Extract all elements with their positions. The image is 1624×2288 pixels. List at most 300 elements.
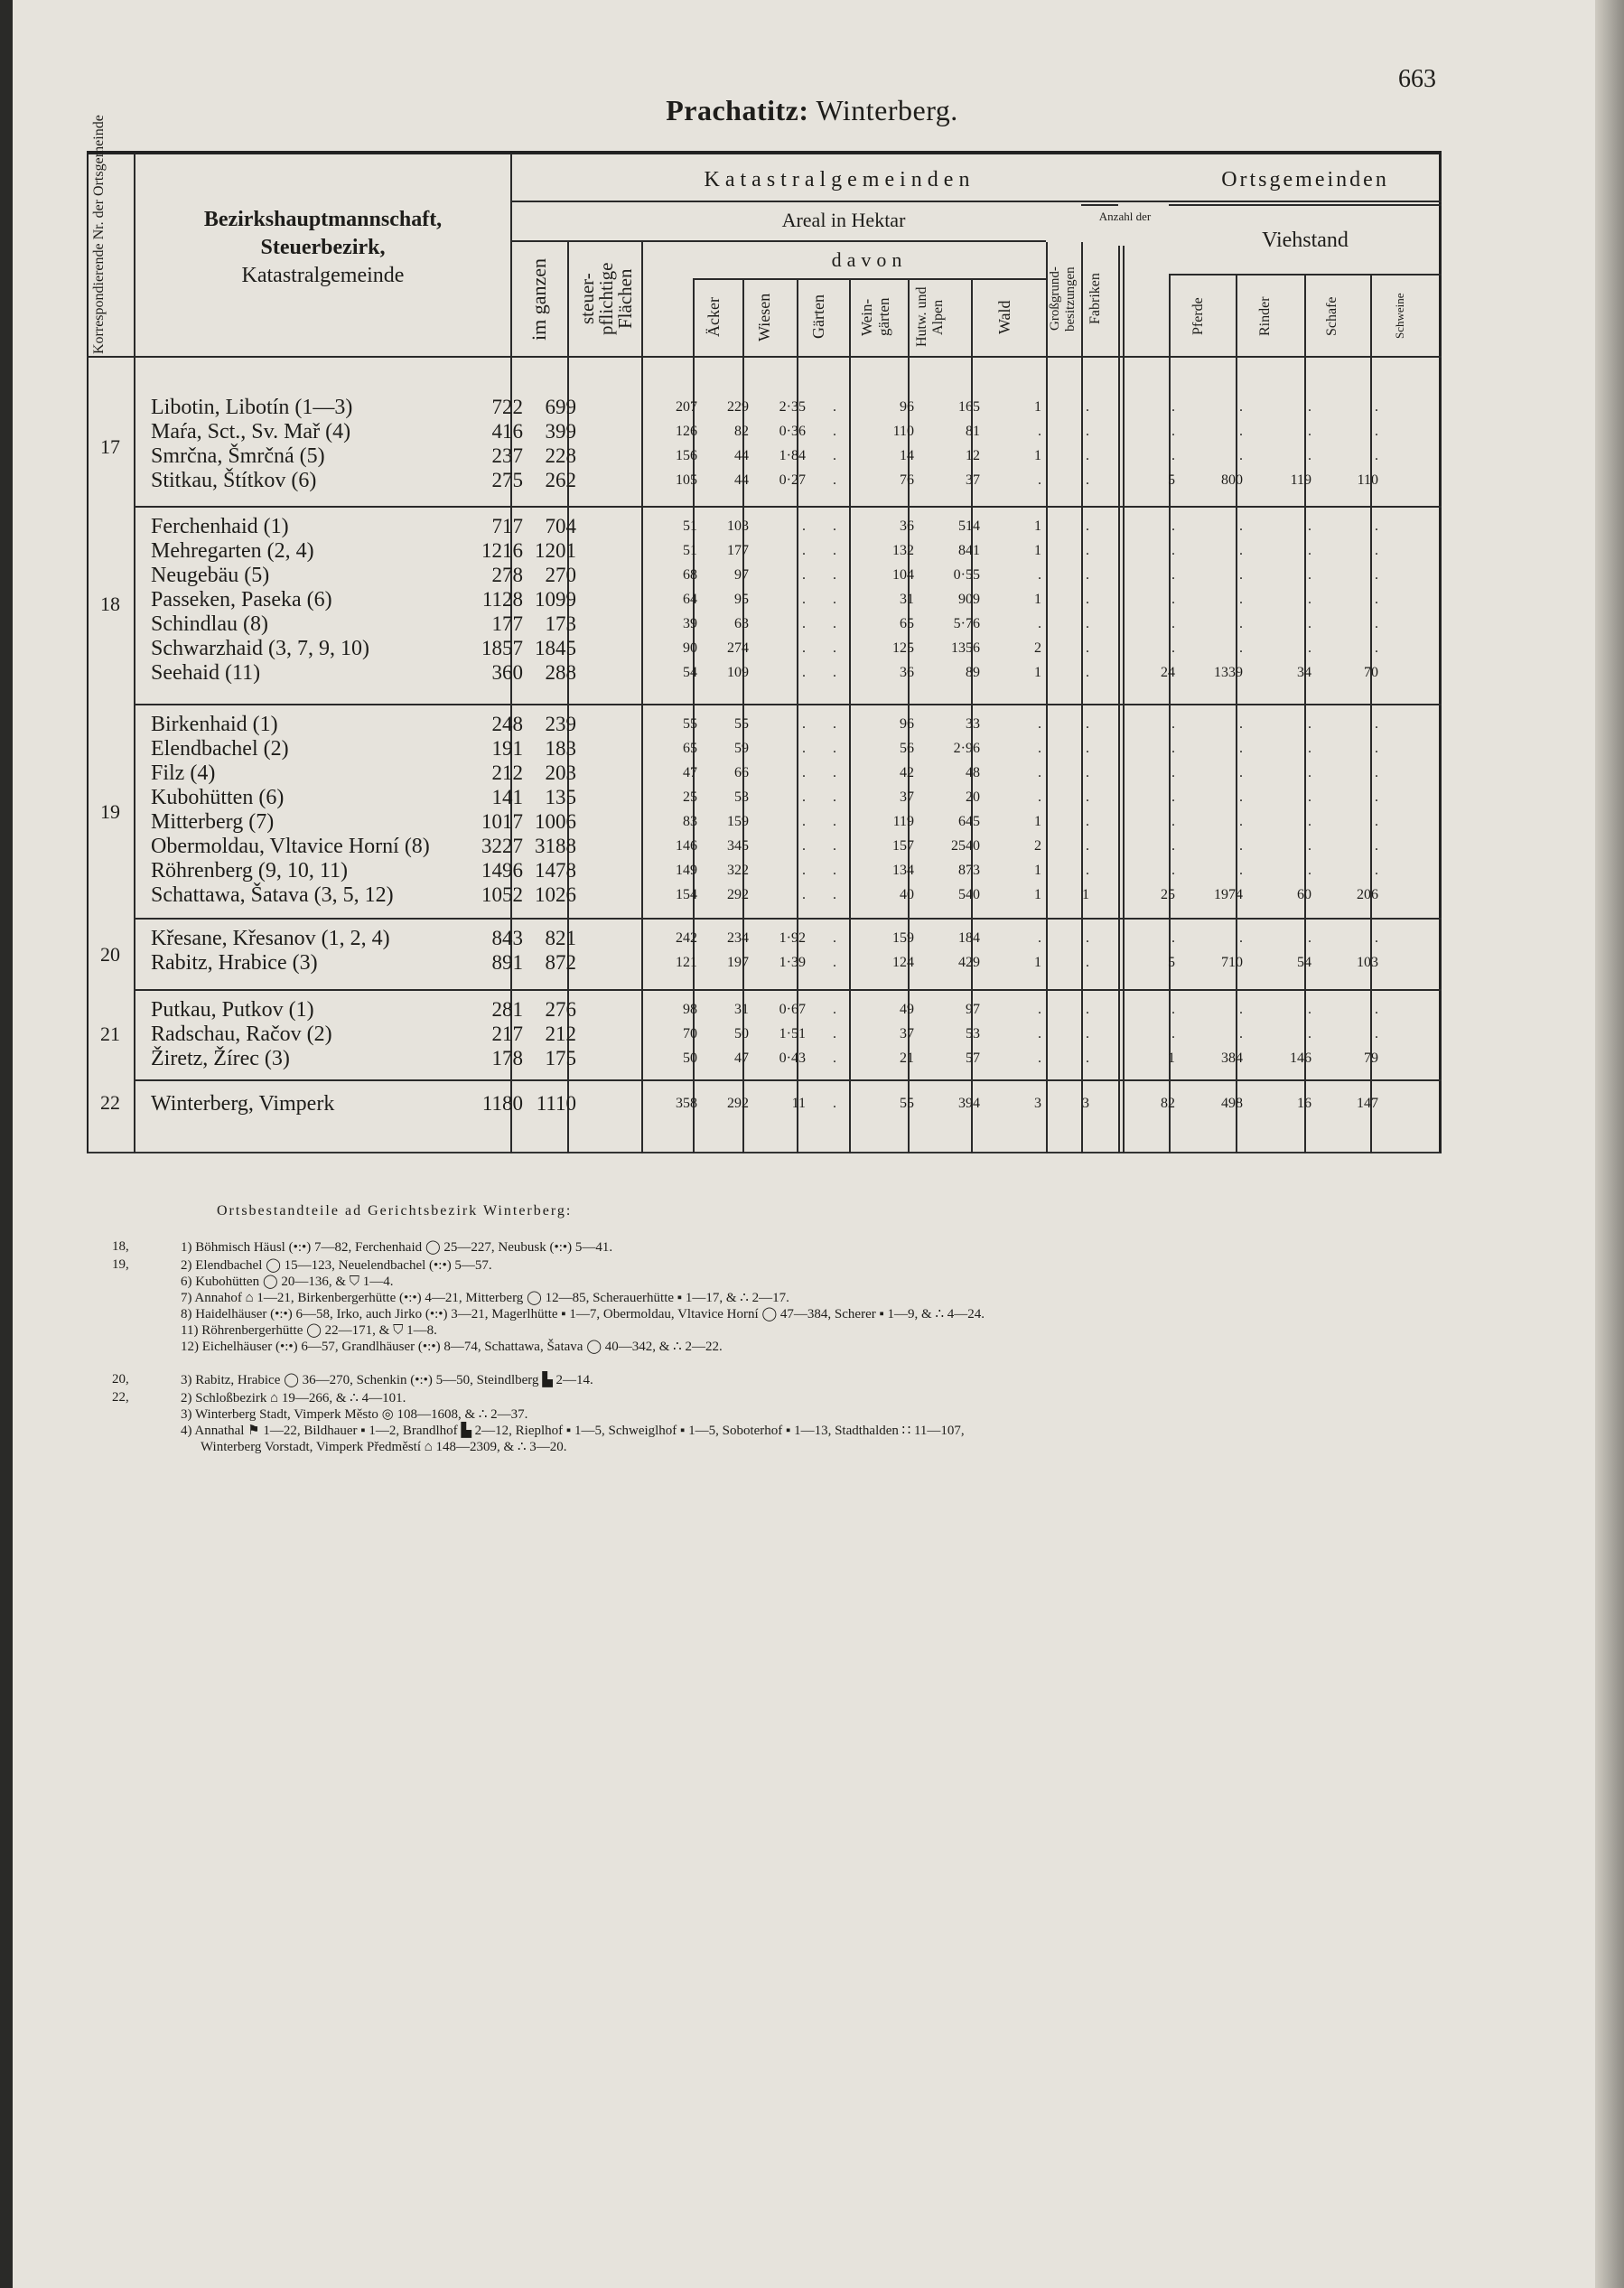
cell-wiesen: 197 bbox=[727, 955, 749, 970]
cell-gross: 1 bbox=[1034, 887, 1041, 902]
cell-hutw: 157 bbox=[892, 838, 914, 854]
cell-wald: 1356 bbox=[951, 640, 980, 656]
cell-steuer: 135 bbox=[545, 786, 576, 808]
cadastral-name: Smrčna, Šmrčná (5) bbox=[151, 444, 325, 468]
cell-pferde: . bbox=[1171, 716, 1175, 732]
cadastral-name: Rabitz, Hrabice (3) bbox=[151, 951, 318, 975]
cell-schafe: . bbox=[1308, 399, 1311, 415]
cell-rinder: 1974 bbox=[1214, 887, 1243, 902]
cadastral-name: Mitterberg (7) bbox=[151, 810, 275, 834]
row-divider bbox=[1081, 204, 1118, 206]
cell-gross: 1 bbox=[1034, 518, 1041, 534]
footnote-line: 1) Böhmisch Häusl (•:•) 7—82, Ferchenhaid ◯ 25—227, Neubusk (•:•) 5—41. bbox=[181, 1240, 613, 1255]
cell-steuer: 872 bbox=[545, 951, 576, 974]
cell-schafe: . bbox=[1308, 616, 1311, 631]
cell-schweine: . bbox=[1375, 518, 1378, 534]
cell-aecker: 54 bbox=[683, 665, 697, 680]
cell-ganzen: 178 bbox=[491, 1047, 523, 1069]
cell-gross: . bbox=[1038, 424, 1041, 439]
cell-aecker: 98 bbox=[683, 1002, 697, 1017]
scan-edge-left bbox=[0, 0, 13, 2288]
cell-gaerten: . bbox=[802, 716, 806, 732]
cell-gaerten: . bbox=[802, 567, 806, 583]
cell-wald: 873 bbox=[958, 863, 980, 878]
cell-schweine: . bbox=[1375, 448, 1378, 463]
cell-aecker: 68 bbox=[683, 567, 697, 583]
cadastral-name: Radschau, Račov (2) bbox=[151, 1023, 332, 1046]
col-header-district: Bezirkshauptmannschaft, Steuerbezirk, Katastralgemeinde bbox=[203, 208, 443, 287]
cell-aecker: 149 bbox=[676, 863, 697, 878]
cell-gaerten: 11 bbox=[791, 1096, 806, 1111]
cell-wald: 909 bbox=[958, 592, 980, 607]
table-row bbox=[0, 514, 1624, 539]
cell-schweine: . bbox=[1375, 930, 1378, 946]
cell-hutw: 42 bbox=[900, 765, 914, 780]
cell-wald: 645 bbox=[958, 814, 980, 829]
cell-wein: . bbox=[833, 1096, 836, 1111]
footnote-label: 22, bbox=[112, 1390, 129, 1405]
cell-hutw: 49 bbox=[900, 1002, 914, 1017]
cell-ganzen: 722 bbox=[491, 396, 523, 418]
cell-ganzen: 141 bbox=[491, 786, 523, 808]
cell-gross: 1 bbox=[1034, 543, 1041, 558]
table-row bbox=[0, 444, 1624, 469]
cell-rinder: . bbox=[1239, 543, 1243, 558]
cell-ganzen: 717 bbox=[491, 515, 523, 537]
footnote-heading: Ortsbestandteile ad Gerichtsbezirk Winterberg: bbox=[217, 1203, 573, 1219]
cell-rinder: 498 bbox=[1221, 1096, 1243, 1111]
cadastral-name: Röhrenberg (9, 10, 11) bbox=[151, 859, 348, 883]
cell-gross: 2 bbox=[1034, 640, 1041, 656]
cell-gaerten: . bbox=[802, 592, 806, 607]
cell-gaerten: 1·84 bbox=[779, 448, 806, 463]
cell-wein: . bbox=[833, 863, 836, 878]
cell-wald: 89 bbox=[966, 665, 980, 680]
cell-ganzen: 275 bbox=[491, 469, 523, 491]
cell-gross: . bbox=[1038, 930, 1041, 946]
cell-wein: . bbox=[833, 716, 836, 732]
cell-wein: . bbox=[833, 930, 836, 946]
cell-fab: . bbox=[1086, 640, 1089, 656]
cell-fab: . bbox=[1086, 543, 1089, 558]
table-row bbox=[0, 587, 1624, 612]
cell-steuer: 821 bbox=[545, 927, 576, 949]
cell-aecker: 105 bbox=[676, 472, 697, 488]
cell-schafe: . bbox=[1308, 640, 1311, 656]
cell-steuer: 262 bbox=[545, 469, 576, 491]
cell-schafe: . bbox=[1308, 814, 1311, 829]
table-row bbox=[0, 858, 1624, 883]
cell-aecker: 242 bbox=[676, 930, 697, 946]
cell-pferde: 24 bbox=[1161, 665, 1175, 680]
cell-schafe: . bbox=[1308, 741, 1311, 756]
cell-hutw: 159 bbox=[892, 930, 914, 946]
row-divider bbox=[1169, 274, 1442, 275]
col-header-wald: Wald bbox=[995, 300, 1013, 334]
cell-steuer: 212 bbox=[545, 1023, 576, 1045]
cell-wiesen: 55 bbox=[734, 716, 749, 732]
cell-schweine: . bbox=[1375, 592, 1378, 607]
cell-aecker: 358 bbox=[676, 1096, 697, 1111]
cell-schafe: . bbox=[1308, 863, 1311, 878]
cell-gaerten: 1·92 bbox=[779, 930, 806, 946]
cell-wald: 20 bbox=[966, 789, 980, 805]
cell-wiesen: 177 bbox=[727, 543, 749, 558]
col-header-schweine: Schweine bbox=[1393, 293, 1406, 340]
cell-wein: . bbox=[833, 765, 836, 780]
cell-ganzen: 217 bbox=[491, 1023, 523, 1045]
cell-ganzen: 1128 bbox=[481, 588, 523, 611]
cell-hutw: 125 bbox=[892, 640, 914, 656]
cell-gaerten: 0·43 bbox=[779, 1051, 806, 1066]
cell-wein: . bbox=[833, 592, 836, 607]
cell-hutw: 36 bbox=[900, 665, 914, 680]
cell-steuer: 1110 bbox=[536, 1092, 576, 1115]
cell-wiesen: 82 bbox=[734, 424, 749, 439]
cell-rinder: . bbox=[1239, 838, 1243, 854]
cell-wiesen: 97 bbox=[734, 567, 749, 583]
cell-aecker: 47 bbox=[683, 765, 697, 780]
cell-wein: . bbox=[833, 567, 836, 583]
cell-schweine: . bbox=[1375, 741, 1378, 756]
cadastral-name: Passeken, Paseka (6) bbox=[151, 588, 332, 612]
cadastral-name: Žiretz, Žírec (3) bbox=[151, 1047, 290, 1070]
cell-wald: 48 bbox=[966, 765, 980, 780]
cell-wiesen: 44 bbox=[734, 472, 749, 488]
cell-aecker: 51 bbox=[683, 518, 697, 534]
cell-pferde: 25 bbox=[1161, 887, 1175, 902]
cell-schafe: 60 bbox=[1297, 887, 1311, 902]
cell-schweine: . bbox=[1375, 863, 1378, 878]
group-number: 19 bbox=[100, 800, 120, 823]
cell-schweine: . bbox=[1375, 399, 1378, 415]
cell-wald: 53 bbox=[966, 1026, 980, 1041]
cell-gross: . bbox=[1038, 1051, 1041, 1066]
table-row bbox=[0, 563, 1624, 588]
table-row bbox=[0, 736, 1624, 761]
cadastral-name: Filz (4) bbox=[151, 761, 216, 785]
cell-ganzen: 1052 bbox=[481, 883, 523, 906]
header-areal: Areal in Hektar bbox=[781, 209, 906, 231]
cell-fab: . bbox=[1086, 616, 1089, 631]
group-rule bbox=[134, 704, 1442, 705]
footnote-line: 12) Eichelhäuser (•:•) 6—57, Grandlhäuser (•:•) 8—74, Schattawa, Šatava ◯ 40—342, & ∴ 2—22. bbox=[181, 1340, 723, 1354]
cell-fab: 1 bbox=[1082, 887, 1089, 902]
cell-wald: 12 bbox=[966, 448, 980, 463]
group-rule bbox=[134, 989, 1442, 991]
cell-rinder: 710 bbox=[1221, 955, 1243, 970]
cell-wiesen: 103 bbox=[727, 518, 749, 534]
cell-gross: . bbox=[1038, 567, 1041, 583]
col-header-schafe: Schafe bbox=[1324, 296, 1339, 336]
cell-fab: . bbox=[1086, 930, 1089, 946]
cell-pferde: 1 bbox=[1168, 1051, 1175, 1066]
cell-fab: . bbox=[1086, 592, 1089, 607]
cell-schweine: . bbox=[1375, 814, 1378, 829]
cell-fab: . bbox=[1086, 1002, 1089, 1017]
cell-gaerten: 0·27 bbox=[779, 472, 806, 488]
cell-wiesen: 274 bbox=[727, 640, 749, 656]
cell-pferde: 82 bbox=[1161, 1096, 1175, 1111]
cell-gross: 1 bbox=[1034, 399, 1041, 415]
cell-rinder: . bbox=[1239, 930, 1243, 946]
cell-steuer: 276 bbox=[545, 998, 576, 1021]
table-row bbox=[0, 660, 1624, 686]
cell-schafe: . bbox=[1308, 567, 1311, 583]
cell-wiesen: 31 bbox=[734, 1002, 749, 1017]
table-row bbox=[0, 468, 1624, 493]
cell-steuer: 1099 bbox=[535, 588, 576, 611]
footnote-line: Winterberg Vorstadt, Vimperk Předměstí ⌂ 148—2309, & ∴ 3—20. bbox=[201, 1440, 567, 1454]
group-number: 20 bbox=[100, 943, 120, 966]
cell-gaerten: . bbox=[802, 518, 806, 534]
cell-ganzen: 416 bbox=[491, 420, 523, 443]
cell-fab: . bbox=[1086, 448, 1089, 463]
cell-gaerten: . bbox=[802, 543, 806, 558]
cell-steuer: 183 bbox=[545, 737, 576, 760]
cell-hutw: 65 bbox=[900, 616, 914, 631]
cell-aecker: 90 bbox=[683, 640, 697, 656]
table-row bbox=[0, 834, 1624, 859]
cell-pferde: . bbox=[1171, 592, 1175, 607]
cell-fab: . bbox=[1086, 472, 1089, 488]
cell-wiesen: 292 bbox=[727, 887, 749, 902]
cell-gross: 1 bbox=[1034, 448, 1041, 463]
cell-gaerten: . bbox=[802, 665, 806, 680]
cell-rinder: . bbox=[1239, 640, 1243, 656]
cell-hutw: 96 bbox=[900, 716, 914, 732]
col-header-weingaerten: Wein-gärten bbox=[858, 297, 892, 337]
cell-gross: 1 bbox=[1034, 955, 1041, 970]
cell-ganzen: 1180 bbox=[481, 1092, 523, 1115]
footnote-label: 19, bbox=[112, 1257, 129, 1272]
cell-aecker: 146 bbox=[676, 838, 697, 854]
cell-pferde: . bbox=[1171, 616, 1175, 631]
cadastral-name: Křesane, Křesanov (1, 2, 4) bbox=[151, 927, 390, 950]
cell-wein: . bbox=[833, 472, 836, 488]
cell-pferde: . bbox=[1171, 518, 1175, 534]
cell-wald: 0·55 bbox=[953, 567, 980, 583]
cell-wiesen: 229 bbox=[727, 399, 749, 415]
cell-steuer: 173 bbox=[545, 612, 576, 635]
cell-fab: . bbox=[1086, 424, 1089, 439]
cell-wiesen: 66 bbox=[734, 765, 749, 780]
cell-hutw: 40 bbox=[900, 887, 914, 902]
cell-gross: 1 bbox=[1034, 592, 1041, 607]
col-header-fabriken: Fabriken bbox=[1087, 273, 1103, 325]
cell-wein: . bbox=[833, 424, 836, 439]
cell-rinder: . bbox=[1239, 863, 1243, 878]
cell-fab: . bbox=[1086, 665, 1089, 680]
cell-gaerten: . bbox=[802, 765, 806, 780]
cell-schweine: . bbox=[1375, 789, 1378, 805]
cell-schafe: . bbox=[1308, 592, 1311, 607]
footnote-line: 2) Elendbachel ◯ 15—123, Neuelendbachel (•:•) 5—57. bbox=[181, 1258, 492, 1273]
cell-gaerten: . bbox=[802, 814, 806, 829]
cell-rinder: 384 bbox=[1221, 1051, 1243, 1066]
cell-hutw: 110 bbox=[892, 424, 914, 439]
table-row bbox=[0, 612, 1624, 637]
table-row bbox=[0, 1091, 1624, 1116]
cell-pferde: . bbox=[1171, 814, 1175, 829]
cell-schweine: . bbox=[1375, 716, 1378, 732]
cell-gaerten: . bbox=[802, 838, 806, 854]
cell-hutw: 124 bbox=[892, 955, 914, 970]
cell-wald: 81 bbox=[966, 424, 980, 439]
cell-gross: 1 bbox=[1034, 814, 1041, 829]
footnote-line: 7) Annahof ⌂ 1—21, Birkenbergerhütte (•:•) 4—21, Mitterberg ◯ 12—85, Scherauerhütte ▪ 1—17, & ∴ 2—17. bbox=[181, 1291, 789, 1305]
cell-pferde: . bbox=[1171, 741, 1175, 756]
cell-ganzen: 891 bbox=[491, 951, 523, 974]
cell-pferde: . bbox=[1171, 930, 1175, 946]
footnote-line: 8) Haidelhäuser (•:•) 6—58, Irko, auch Jirko (•:•) 3—21, Magerlhütte ▪ 1—7, Obermoldau, Vltavice Horní ◯ 47—384, Scherer ▪ 1—9, & ∴ 4—24. bbox=[181, 1307, 985, 1321]
cell-wald: 394 bbox=[958, 1096, 980, 1111]
cell-steuer: 699 bbox=[545, 396, 576, 418]
cadastral-name: Putkau, Putkov (1) bbox=[151, 998, 314, 1022]
cell-rinder: . bbox=[1239, 567, 1243, 583]
cell-wald: 184 bbox=[958, 930, 980, 946]
cell-gaerten: . bbox=[802, 887, 806, 902]
cell-wald: 429 bbox=[958, 955, 980, 970]
cell-wein: . bbox=[833, 741, 836, 756]
cadastral-name: Maŕa, Sct., Sv. Mař (4) bbox=[151, 420, 351, 444]
cell-wein: . bbox=[833, 789, 836, 805]
cell-wiesen: 50 bbox=[734, 1026, 749, 1041]
cell-wiesen: 59 bbox=[734, 741, 749, 756]
cadastral-name: Ferchenhaid (1) bbox=[151, 515, 289, 538]
cell-wiesen: 44 bbox=[734, 448, 749, 463]
cell-wald: 841 bbox=[958, 543, 980, 558]
table-row bbox=[0, 1022, 1624, 1047]
cell-gross: . bbox=[1038, 789, 1041, 805]
header-ortsgemeinden: Ortsgemeinden bbox=[1221, 168, 1389, 191]
cell-gross: . bbox=[1038, 1002, 1041, 1017]
cell-rinder: . bbox=[1239, 765, 1243, 780]
cell-schafe: . bbox=[1308, 1002, 1311, 1017]
cell-schweine: 103 bbox=[1357, 955, 1378, 970]
cell-wald: 2·96 bbox=[953, 741, 980, 756]
cell-wein: . bbox=[833, 887, 836, 902]
group-number: 21 bbox=[100, 1023, 120, 1045]
cell-steuer: 1026 bbox=[535, 883, 576, 906]
cell-pferde: . bbox=[1171, 863, 1175, 878]
footnote-line: 11) Röhrenbergerhütte ◯ 22—171, & ⛉ 1—8. bbox=[181, 1323, 437, 1338]
footnote-line: 6) Kubohütten ◯ 20—136, & ⛉ 1—4. bbox=[181, 1275, 394, 1289]
cadastral-name: Schattawa, Šatava (3, 5, 12) bbox=[151, 883, 394, 907]
cell-schweine: . bbox=[1375, 1026, 1378, 1041]
cell-gross: 1 bbox=[1034, 665, 1041, 680]
cell-ganzen: 1017 bbox=[481, 810, 523, 833]
cell-gross: . bbox=[1038, 716, 1041, 732]
cell-wald: 57 bbox=[966, 1051, 980, 1066]
cell-rinder: . bbox=[1239, 1002, 1243, 1017]
cell-wein: . bbox=[833, 838, 836, 854]
cell-schweine: . bbox=[1375, 640, 1378, 656]
cell-wein: . bbox=[833, 665, 836, 680]
table-row bbox=[0, 950, 1624, 976]
cell-fab: . bbox=[1086, 567, 1089, 583]
cell-wein: . bbox=[833, 814, 836, 829]
cell-aecker: 51 bbox=[683, 543, 697, 558]
header-katastralgemeinden: Katastralgemeinden bbox=[704, 168, 975, 191]
cell-wald: 97 bbox=[966, 1002, 980, 1017]
cell-steuer: 288 bbox=[545, 661, 576, 684]
cell-wein: . bbox=[833, 448, 836, 463]
cell-hutw: 36 bbox=[900, 518, 914, 534]
cell-hutw: 37 bbox=[900, 789, 914, 805]
table-row bbox=[0, 1046, 1624, 1071]
header-bottom-rule bbox=[87, 356, 1442, 358]
page-title: Prachatitz: Winterberg. bbox=[666, 94, 958, 126]
cell-wald: 514 bbox=[958, 518, 980, 534]
cell-steuer: 270 bbox=[545, 564, 576, 586]
col-header-hutweiden: Hutw. und Alpen bbox=[914, 286, 946, 348]
cell-hutw: 132 bbox=[892, 543, 914, 558]
cell-schafe: . bbox=[1308, 448, 1311, 463]
col-header-wiesen: Wiesen bbox=[755, 293, 773, 341]
cadastral-name: Elendbachel (2) bbox=[151, 737, 289, 761]
table-row bbox=[0, 997, 1624, 1023]
cell-steuer: 175 bbox=[545, 1047, 576, 1069]
cell-schafe: . bbox=[1308, 518, 1311, 534]
cell-gross: 2 bbox=[1034, 838, 1041, 854]
table-row bbox=[0, 395, 1624, 420]
cell-aecker: 207 bbox=[676, 399, 697, 415]
cell-wiesen: 234 bbox=[727, 930, 749, 946]
cadastral-name: Stitkau, Štítkov (6) bbox=[151, 469, 317, 492]
cell-gross: . bbox=[1038, 741, 1041, 756]
cadastral-name: Neugebäu (5) bbox=[151, 564, 270, 587]
cell-gross: 1 bbox=[1034, 863, 1041, 878]
cell-pferde: . bbox=[1171, 567, 1175, 583]
cell-schafe: . bbox=[1308, 424, 1311, 439]
cell-wein: . bbox=[833, 1026, 836, 1041]
cell-schafe: 146 bbox=[1290, 1051, 1311, 1066]
cell-pferde: . bbox=[1171, 1002, 1175, 1017]
cell-fab: . bbox=[1086, 1051, 1089, 1066]
cadastral-name: Kubohütten (6) bbox=[151, 786, 285, 809]
cell-steuer: 228 bbox=[545, 444, 576, 467]
cell-pferde: 5 bbox=[1168, 955, 1175, 970]
cell-fab: . bbox=[1086, 716, 1089, 732]
row-divider bbox=[510, 201, 1442, 202]
header-davon: davon bbox=[831, 248, 908, 271]
cadastral-name: Schwarzhaid (3, 7, 9, 10) bbox=[151, 637, 369, 660]
cell-schweine: 147 bbox=[1357, 1096, 1378, 1111]
cell-gaerten: . bbox=[802, 863, 806, 878]
cell-ganzen: 191 bbox=[491, 737, 523, 760]
cadastral-name: Mehregarten (2, 4) bbox=[151, 539, 314, 563]
cell-rinder: . bbox=[1239, 616, 1243, 631]
cell-ganzen: 1496 bbox=[481, 859, 523, 882]
group-number: 17 bbox=[100, 435, 120, 458]
cell-ganzen: 237 bbox=[491, 444, 523, 467]
cell-aecker: 25 bbox=[683, 789, 697, 805]
cell-rinder: . bbox=[1239, 424, 1243, 439]
cell-wald: 165 bbox=[958, 399, 980, 415]
cell-wiesen: 109 bbox=[727, 665, 749, 680]
cell-schweine: 110 bbox=[1357, 472, 1378, 488]
cadastral-name: Schindlau (8) bbox=[151, 612, 268, 636]
cell-rinder: . bbox=[1239, 518, 1243, 534]
cell-fab: . bbox=[1086, 765, 1089, 780]
cell-rinder: 1339 bbox=[1214, 665, 1243, 680]
cell-gaerten: . bbox=[802, 616, 806, 631]
cell-hutw: 14 bbox=[900, 448, 914, 463]
cell-schafe: 16 bbox=[1297, 1096, 1311, 1111]
footnote-line: 4) Annathal ⚑ 1—22, Bildhauer ▪ 1—2, Brandlhof ▙ 2—12, Rieplhof ▪ 1—5, Schweiglhof ▪ 1—5, Soboterhof ▪ 1—13, Stadthalden ∷ 11—107, bbox=[181, 1424, 965, 1438]
cell-steuer: 239 bbox=[545, 713, 576, 735]
